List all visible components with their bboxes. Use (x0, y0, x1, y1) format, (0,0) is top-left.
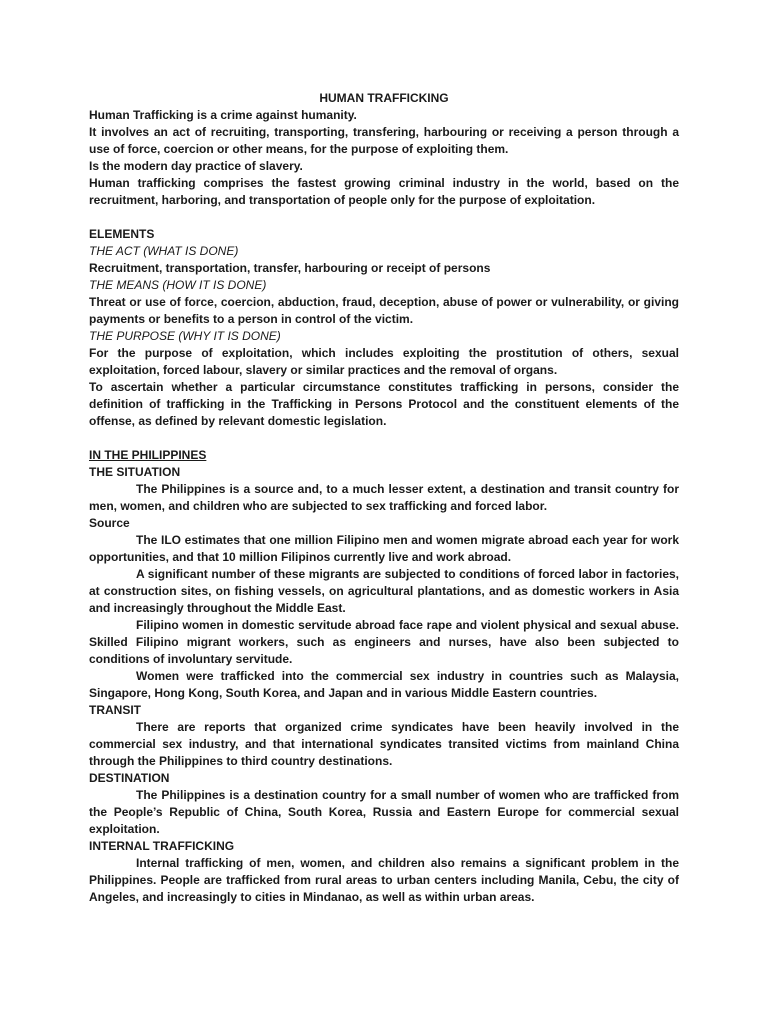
purpose-text: For the purpose of exploitation, which includes exploiting the prostitution of others, sexual exploitation, forced labour, slavery or similar practices and the removal of organs. (89, 346, 679, 377)
transit-heading: TRANSIT (89, 703, 141, 717)
spacer (89, 209, 679, 226)
ascertain-text: To ascertain whether a particular circumstance constitutes trafficking in persons, consider the definition of trafficking in the Trafficking in Persons Protocol and the constituent elements of the offense, as defined by relevant domestic legislation. (89, 380, 679, 428)
internal-text: Internal trafficking of men, women, and children also remains a significant problem in the Philippines. People are trafficked from rural areas to urban centers including Manila, Cebu, the city of Angeles, and increasingly to cities in Mindanao, as well as within urban areas. (89, 856, 679, 904)
destination-text: The Philippines is a destination country for a small number of women who are trafficked from the People’s Republic of China, South Korea, Russia and Eastern Europe for commercial sexual exploitation. (89, 788, 679, 836)
means-label: THE MEANS (HOW IT IS DONE) (89, 278, 267, 292)
means-text: Threat or use of force, coercion, abduction, fraud, deception, abuse of power or vulnerability, or giving payments or benefits to a person in control of the victim. (89, 295, 679, 326)
act-label: THE ACT (WHAT IS DONE) (89, 244, 239, 258)
purpose-label: THE PURPOSE (WHY IT IS DONE) (89, 329, 281, 343)
intro-line-3: Is the modern day practice of slavery. (89, 159, 303, 173)
destination-heading: DESTINATION (89, 771, 170, 785)
intro-line-1: Human Trafficking is a crime against humanity. (89, 108, 357, 122)
situation-text: The Philippines is a source and, to a much lesser extent, a destination and transit country for men, women, and children who are subjected to sex trafficking and forced labor. (89, 482, 679, 513)
intro-line-2: It involves an act of recruiting, transporting, transfering, harbouring or receiving a person through a use of force, coercion or other means, for the purpose of exploiting them. (89, 125, 679, 156)
situation-heading: THE SITUATION (89, 465, 181, 479)
spacer (89, 430, 679, 447)
internal-heading: INTERNAL TRAFFICKING (89, 839, 235, 853)
source-paragraph-3: Filipino women in domestic servitude abroad face rape and violent physical and sexual abuse. Skilled Filipino migrant workers, such as engineers and nurses, have also been subjected to conditions of involuntary servitude. (89, 618, 679, 666)
intro-line-4: Human trafficking comprises the fastest growing criminal industry in the world, based on the recruitment, harboring, and transportation of people only for the purpose of exploitation. (89, 176, 679, 207)
source-paragraph-2: A significant number of these migrants are subjected to conditions of forced labor in factories, at construction sites, on fishing vessels, on agricultural plantations, and as domestic workers in Asia and increasingly throughout the Middle East. (89, 567, 679, 615)
document-title: HUMAN TRAFFICKING (319, 91, 449, 105)
elements-heading: ELEMENTS (89, 227, 155, 241)
source-paragraph-1: The ILO estimates that one million Filipino men and women migrate abroad each year for work opportunities, and that 10 million Filipinos currently live and work abroad. (89, 533, 679, 564)
transit-text: There are reports that organized crime syndicates have been heavily involved in the commercial sex industry, and that international syndicates transited victims from mainland China through the Philippines to third country destinations. (89, 720, 679, 768)
source-heading: Source (89, 516, 130, 530)
philippines-heading: IN THE PHILIPPINES (89, 448, 207, 462)
act-text: Recruitment, transportation, transfer, harbouring or receipt of persons (89, 261, 491, 275)
source-paragraph-4: Women were trafficked into the commercial sex industry in countries such as Malaysia, Singapore, Hong Kong, South Korea, and Japan and in various Middle Eastern countries. (89, 669, 679, 700)
